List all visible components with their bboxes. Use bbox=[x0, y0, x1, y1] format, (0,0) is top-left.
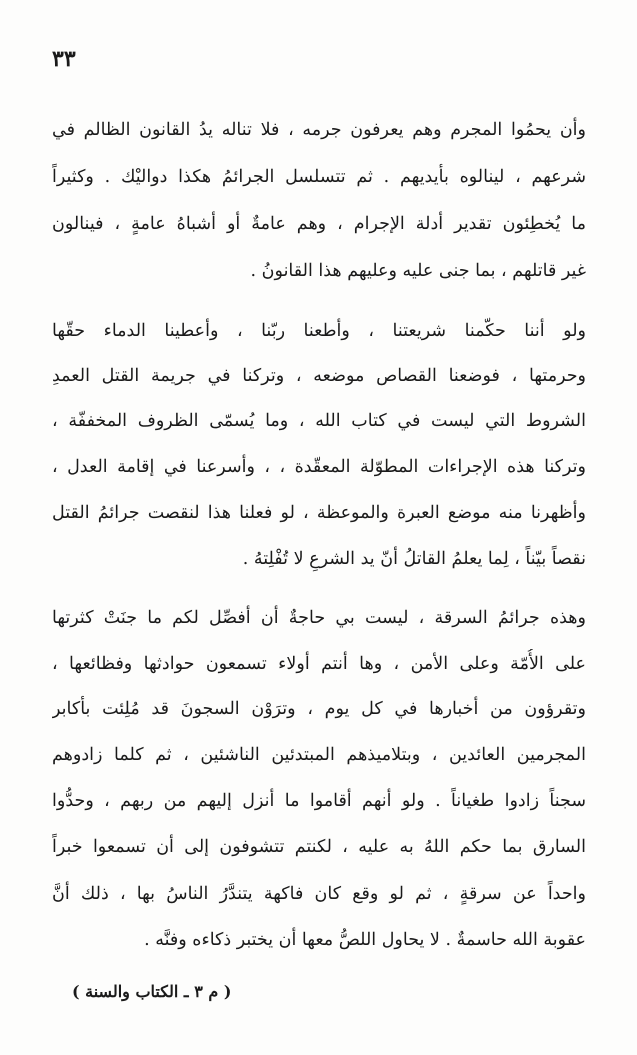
paragraph-3-line-7: واحداً عن سرقةٍ ، ثم لو وقع كان فاكهة يتندَّرُ الناسُ بها ، ذلك أنَّ bbox=[52, 884, 586, 904]
paragraph-3-line-1: وهذه جرائمُ السرقة ، ليست بي حاجةٌ أن أفصِّل لكم ما جنَتْ كثرتها bbox=[52, 608, 586, 628]
paragraph-3-line-3: وتقرؤون من أخبارها في كل يوم ، وترَوْن السجونَ قد مُلِئت بأكابر bbox=[52, 699, 586, 719]
paragraph-3-line-2: على الأُمّة وعلى الأمن ، وها أنتم أولاء تسمعون حوادثها وفظائعها ، bbox=[52, 654, 586, 674]
paragraph-2-line-4: وتركنا هذه الإجراءات المطوّلة المعقّدة ، ، وأسرعنا في إقامة العدل ، bbox=[52, 457, 586, 477]
paragraph-2-line-5: وأظهرنا منه موضع العبرة والموعظة ، لو فعلنا هذا لنقصت جرائمُ القتل bbox=[52, 503, 586, 523]
paragraph-3-line-8: عقوبة الله حاسمةٌ . لا يحاول اللصُّ معها أن يختبر ذكاءه وفنَّه . bbox=[144, 930, 586, 950]
paragraph-1-line-2: شرعهم ، لينالوه بأيديهم . ثم تتسلسل الجرائمُ هكذا دواليْك . وكثيراً bbox=[52, 167, 586, 187]
paragraph-1-line-1: وأن يحمُوا المجرم وهم يعرفون جرمه ، فلا تناله يدُ القانون الظالم في bbox=[52, 120, 586, 140]
paragraph-1-line-4: غير قاتلهم ، بما جنى عليه وعليهم هذا القانونُ . bbox=[250, 261, 586, 281]
page-number: ٣٣ bbox=[52, 46, 76, 72]
paragraph-2-line-2: وحرمتها ، فوضعنا القصاص موضعه ، وتركنا في جريمة القتل العمدِ bbox=[52, 366, 586, 386]
chapter-footer: ( م ٣ ـ الكتاب والسنة ) bbox=[72, 982, 232, 1001]
paragraph-1-line-3: ما يُخطِئون تقدير أدلة الإجرام ، وهم عامةٌ أو أشباهُ عامةٍ ، فينالون bbox=[52, 214, 586, 234]
paragraph-3-line-6: السارق بما حكم اللهُ به عليه ، لكنتم تتشوفون إلى أن تسمعوا خبراً bbox=[52, 837, 586, 857]
paragraph-2-line-1: ولو أننا حكّمنا شريعتنا ، وأطعنا ربّنا ، وأعطينا الدماء حقّها bbox=[52, 321, 586, 341]
paragraph-2-line-3: الشروط التي ليست في كتاب الله ، وما يُسمّى الظروف المخففّة ، bbox=[52, 411, 586, 431]
paragraph-3-line-4: المجرمين العائدين ، وبتلاميذهم المبتدئين الناشئين ، ثم كلما زادوهم bbox=[52, 745, 586, 765]
paragraph-3-line-5: سجناً زادوا طغياناً . ولو أنهم أقاموا ما أنزل إليهم من ربهم ، وحدُّوا bbox=[52, 791, 586, 811]
paragraph-2-line-6: نقصاً بيّناً ، لِما يعلمُ القاتلُ أنّ يد الشرعِ لا تُفْلِتهُ . bbox=[242, 549, 586, 569]
